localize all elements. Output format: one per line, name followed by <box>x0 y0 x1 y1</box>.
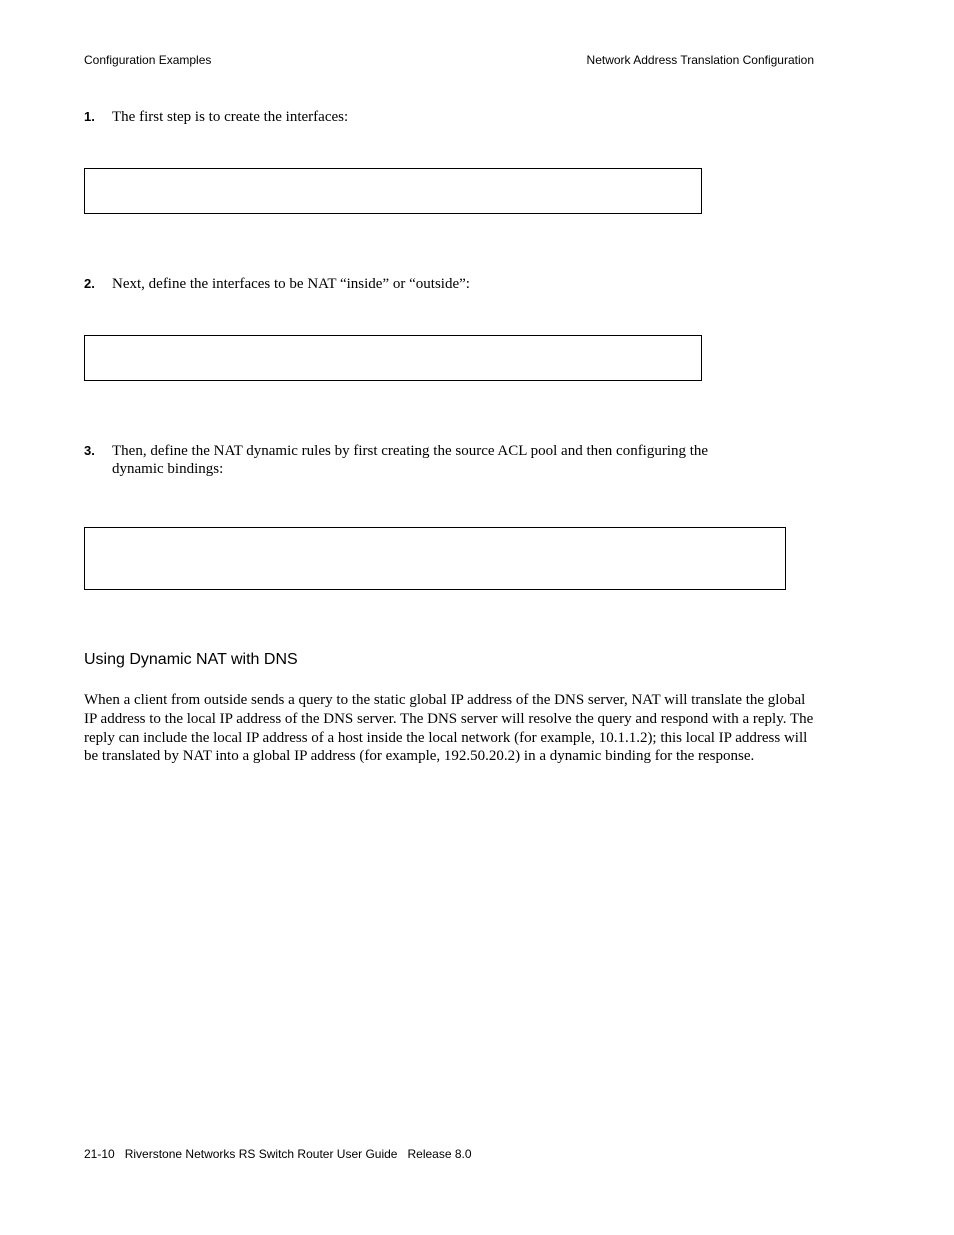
footer-guide-title: Riverstone Networks RS Switch Router User Guide <box>124 1147 398 1161</box>
page-footer <box>84 1146 472 1162</box>
step-3 <box>84 442 744 478</box>
step-3-text: Then, define the NAT dynamic rules by first creating the source ACL pool and then configuring the dynamic bindings: <box>112 443 709 477</box>
header-section-title: Network Address Translation Configuration <box>586 53 814 67</box>
section-paragraph: When a client from outside sends a query to the static global IP address of the DNS server, NAT will translate the global IP address to the local IP address of the DNS server. The DNS server will resolve the query and respond with a reply. The reply can include the local IP address of a host inside the local network (for example, 10.1.1.2); this local IP address will be translated by NAT into a global IP address (for example, 192.50.20.2) in a dynamic binding for the response. <box>84 692 814 765</box>
code-example-box-1 <box>84 168 702 214</box>
footer-page-number: 21-10 <box>84 1147 115 1161</box>
header-chapter-title: Configuration Examples <box>84 53 212 67</box>
step-2 <box>84 275 744 293</box>
step-2-number: 2. <box>84 276 95 291</box>
step-1 <box>84 108 744 126</box>
step-1-text: The first step is to create the interfaces: <box>112 109 349 125</box>
section-heading: Using Dynamic NAT with DNS <box>84 651 298 668</box>
footer-release: Release 8.0 <box>407 1147 472 1161</box>
code-example-box-2 <box>84 335 702 381</box>
step-2-text: Next, define the interfaces to be NAT “inside” or “outside”: <box>112 276 470 292</box>
step-1-number: 1. <box>84 109 95 124</box>
step-3-number: 3. <box>84 443 95 458</box>
code-example-box-3 <box>84 527 786 590</box>
